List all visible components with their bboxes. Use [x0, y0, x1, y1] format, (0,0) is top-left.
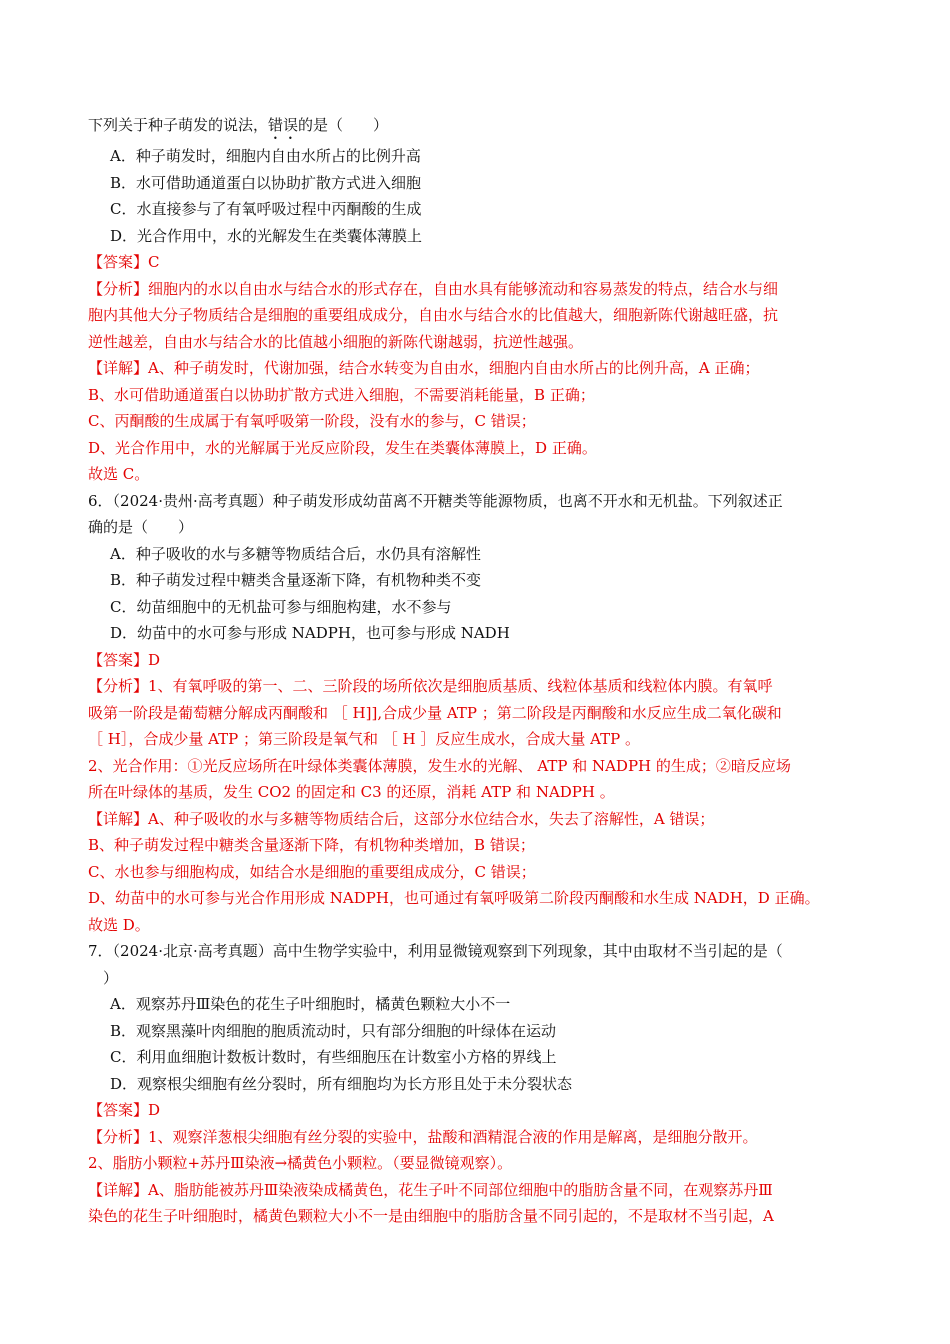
- q6-analysis-line: ［ H］，合成少量 ATP ；第三阶段是氧气和 ［ H ］反应生成水，合成大量 ATP 。: [88, 730, 641, 748]
- q5-conclusion: 故选 C。: [88, 465, 150, 483]
- q5-option-a: A．种子萌发时，细胞内自由水所占的比例升高: [110, 147, 421, 165]
- q5-detail-line: B、水可借助通道蛋白以协助扩散方式进入细胞，不需要消耗能量，B 正确；: [88, 385, 595, 404]
- q7-option-c: C．利用血细胞计数板计数时，有些细胞压在计数室小方格的界线上: [110, 1048, 557, 1066]
- q7-detail-line: 染色的花生子叶细胞时，橘黄色颗粒大小不一是由细胞中的脂肪含量不同引起的，不是取材不当引起，A: [88, 1207, 774, 1225]
- q5-analysis-line: 【分析】细胞内的水以自由水与结合水的形式存在，自由水具有能够流动和容易蒸发的特点，结合水与细: [88, 279, 779, 298]
- q6-option-d: D．幼苗中的水可参与形成 NADPH，也可参与形成 NADH: [110, 624, 510, 642]
- q5-option-d: D．光合作用中，水的光解发生在类囊体薄膜上: [110, 226, 423, 245]
- q7-answer: 【答案】D: [88, 1101, 161, 1119]
- q5-analysis-line: 胞内其他大分子物质结合是细胞的重要组成成分，自由水与结合水的比值越大，细胞新陈代谢越旺盛，抗: [88, 306, 779, 324]
- q6-stem-line: 6．（2024·贵州·高考真题）种子萌发形成幼苗离不开糖类等能源物质，也离不开水和无机盐。下列叙述正: [88, 491, 783, 510]
- q6-detail-line: B、种子萌发过程中糖类含量逐渐下降，有机物种类增加，B 错误；: [88, 836, 535, 854]
- q6-option-b: B．种子萌发过程中糖类含量逐渐下降，有机物种类不变: [110, 571, 482, 589]
- q6-detail-line: C、水也参与细胞构成，如结合水是细胞的重要组成成分，C 错误；: [88, 862, 536, 881]
- q7-option-a: A．观察苏丹Ⅲ染色的花生子叶细胞时，橘黄色颗粒大小不一: [110, 995, 511, 1013]
- q5-option-b: B．水可借助通道蛋白以协助扩散方式进入细胞: [110, 173, 422, 192]
- q6-analysis-line: 2、光合作用：①光反应场所在叶绿体类囊体薄膜，发生水的光解、 ATP 和 NADPH 的生成；②暗反应场: [88, 756, 791, 775]
- q5-answer: 【答案】C: [88, 253, 160, 271]
- q6-detail-line: 【详解】A、种子吸收的水与多糖等物质结合后，这部分水位结合水，失去了溶解性，A 错误；: [88, 809, 715, 828]
- q5-stem-tail: 的是（ ）: [298, 116, 389, 134]
- q5-stem-text: 下列关于种子萌发的说法，: [88, 116, 269, 134]
- q7-detail-line: 【详解】A、脂肪能被苏丹Ⅲ染液染成橘黄色，花生子叶不同部位细胞中的脂肪含量不同，在观察苏丹Ⅲ: [88, 1180, 773, 1199]
- q6-option-a: A．种子吸收的水与多糖等物质结合后，水仍具有溶解性: [110, 544, 481, 563]
- q6-answer: 【答案】D: [88, 650, 161, 669]
- q7-analysis-line: 【分析】1、观察洋葱根尖细胞有丝分裂的实验中，盐酸和酒精混合液的作用是解离，是细胞分散开。: [88, 1127, 758, 1146]
- q6-analysis-line: 所在叶绿体的基质，发生 CO2 的固定和 C3 的还原，消耗 ATP 和 NADPH 。: [88, 783, 615, 801]
- q6-conclusion: 故选 D。: [88, 915, 150, 934]
- q5-detail-line: D、光合作用中，水的光解属于光反应阶段，发生在类囊体薄膜上，D 正确。: [88, 438, 597, 457]
- document-page: [88, 112, 878, 1230]
- q7-option-b: B．观察黑藻叶肉细胞的胞质流动时，只有部分细胞的叶绿体在运动: [110, 1021, 557, 1040]
- q6-option-c: C．幼苗细胞中的无机盐可参与细胞构建，水不参与: [110, 597, 452, 616]
- q5-analysis-line: 逆性越差，自由水与结合水的比值越小细胞的新陈代谢越弱，抗逆性越强。: [88, 332, 584, 351]
- q5-detail-line: 【详解】A、种子萌发时，代谢加强，结合水转变为自由水，细胞内自由水所占的比例升高，A 正确；: [88, 359, 760, 377]
- q7-option-d: D．观察根尖细胞有丝分裂时，所有细胞均为长方形且处于未分裂状态: [110, 1074, 573, 1093]
- q5-option-c: C．水直接参与了有氧呼吸过程中丙酮酸的生成: [110, 200, 422, 218]
- q6-analysis-line: 【分析】1、有氧呼吸的第一、二、三阶段的场所依次是细胞质基质、线粒体基质和线粒体内膜。有氧呼: [88, 677, 773, 695]
- q5-detail-line: C、丙酮酸的生成属于有氧呼吸第一阶段，没有水的参与，C 错误；: [88, 412, 536, 430]
- q5-emphasis-word: 错误: [268, 116, 299, 134]
- q6-stem-line: 确的是（ ）: [88, 518, 194, 536]
- q6-detail-line: D、幼苗中的水可参与光合作用形成 NADPH，也可通过有氧呼吸第二阶段丙酮酸和水生成 NADH，D 正确。: [88, 889, 820, 907]
- q7-stem-line: ）: [88, 968, 119, 987]
- q5-stem: [88, 112, 878, 143]
- q7-analysis-line: 2、脂肪小颗粒+苏丹Ⅲ染液→橘黄色小颗粒。（要显微镜观察）。: [88, 1154, 513, 1172]
- q6-analysis-line: 吸第一阶段是葡萄糖分解成丙酮酸和 ［ H]],合成少量 ATP ；第二阶段是丙酮酸和水反应生成二氧化碳和: [88, 703, 782, 722]
- q7-stem-line: 7．（2024·北京·高考真题）高中生物学实验中，利用显微镜观察到下列现象，其中由取材不当引起的是（: [88, 942, 783, 960]
